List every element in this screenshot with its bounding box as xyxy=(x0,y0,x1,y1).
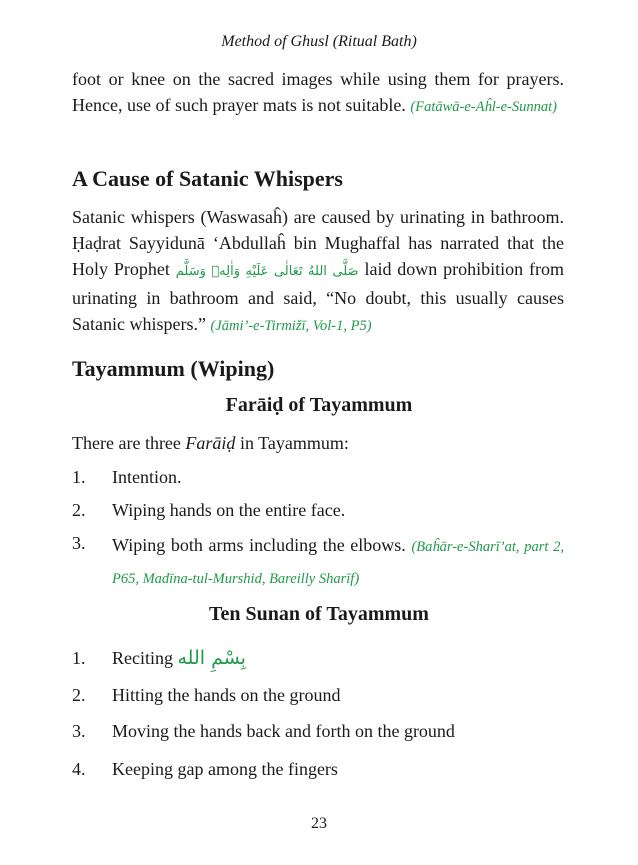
intro-reference: (Fatāwā-e-Aĥl-e-Sunnat) xyxy=(410,99,557,115)
list-number: 2. xyxy=(72,500,86,520)
list-text-main: Reciting xyxy=(112,648,173,668)
list-number: 1. xyxy=(72,648,86,668)
list-item xyxy=(72,464,564,490)
list-text: Keeping gap among the fingers xyxy=(112,759,338,779)
faraid-intro xyxy=(72,430,564,456)
list-number: 3. xyxy=(72,533,86,553)
list-text: Hitting the hands on the ground xyxy=(112,685,341,705)
list-number: 3. xyxy=(72,721,86,741)
subheading-sunan: Ten Sunan of Tayammum xyxy=(209,603,429,625)
list-number: 4. xyxy=(72,759,86,779)
satanic-whispers-paragraph xyxy=(72,204,564,339)
list-text: Intention. xyxy=(112,467,182,487)
list-number: 2. xyxy=(72,685,86,705)
list-item xyxy=(72,645,564,671)
faraid-reference: (Baĥār-e-Sharī’at, part 2, P65, Madīna-tul-Murshid, Bareilly Sharīf) xyxy=(112,539,564,587)
section-heading-satanic-whispers: A Cause of Satanic Whispers xyxy=(72,166,343,191)
list-text: Wiping hands on the entire face. xyxy=(112,500,346,520)
faraid-intro-italic: Farāiḍ xyxy=(185,433,236,453)
list-text xyxy=(112,530,564,594)
list-text: Moving the hands back and forth on the ground xyxy=(112,721,455,741)
list-item xyxy=(72,718,564,744)
list-item xyxy=(72,497,564,523)
faraid-intro-after: in Tayammum: xyxy=(235,433,349,453)
intro-paragraph xyxy=(72,66,564,120)
list-text xyxy=(112,645,564,671)
intro-text: foot or knee on the sacred images while using them for prayers. Hence, use of such prayer mats is not suitable. xyxy=(72,69,564,115)
list-item xyxy=(72,530,564,594)
list-item xyxy=(72,682,564,708)
honorific-arabic: صَلَّى اللهُ تَعَالٰى عَلَيْهِ وَاٰلِهٖ وَسَلَّم xyxy=(175,264,359,279)
satanic-reference: (Jāmi’-e-Tirmižī, Vol-1, P5) xyxy=(210,318,372,334)
list-item xyxy=(72,756,564,782)
subheading-faraid: Farāiḍ of Tayammum xyxy=(225,394,413,416)
list-number: 1. xyxy=(72,467,86,487)
faraid-intro-before: There are three xyxy=(72,433,186,453)
satanic-text-part1: Satanic whispers (Waswasaĥ) are caused by urinating in bathroom. Ḥaḍrat Sayyidunā ‘Abdullaĥ bin Mughaffal has narrated that the Holy Prophet xyxy=(72,207,564,279)
running-header: Method of Ghusl (Ritual Bath) xyxy=(221,33,417,50)
list-text-main: Wiping both arms including the elbows. xyxy=(112,535,406,555)
page-number: 23 xyxy=(311,815,327,832)
section-heading-tayammum: Tayammum (Wiping) xyxy=(72,356,275,381)
satanic-text-part2: laid down prohibition from urinating in bathroom and said, “No doubt, this usually causes Satanic whispers.” xyxy=(72,259,565,334)
bismillah-arabic: بِسْمِ الله xyxy=(177,647,246,669)
